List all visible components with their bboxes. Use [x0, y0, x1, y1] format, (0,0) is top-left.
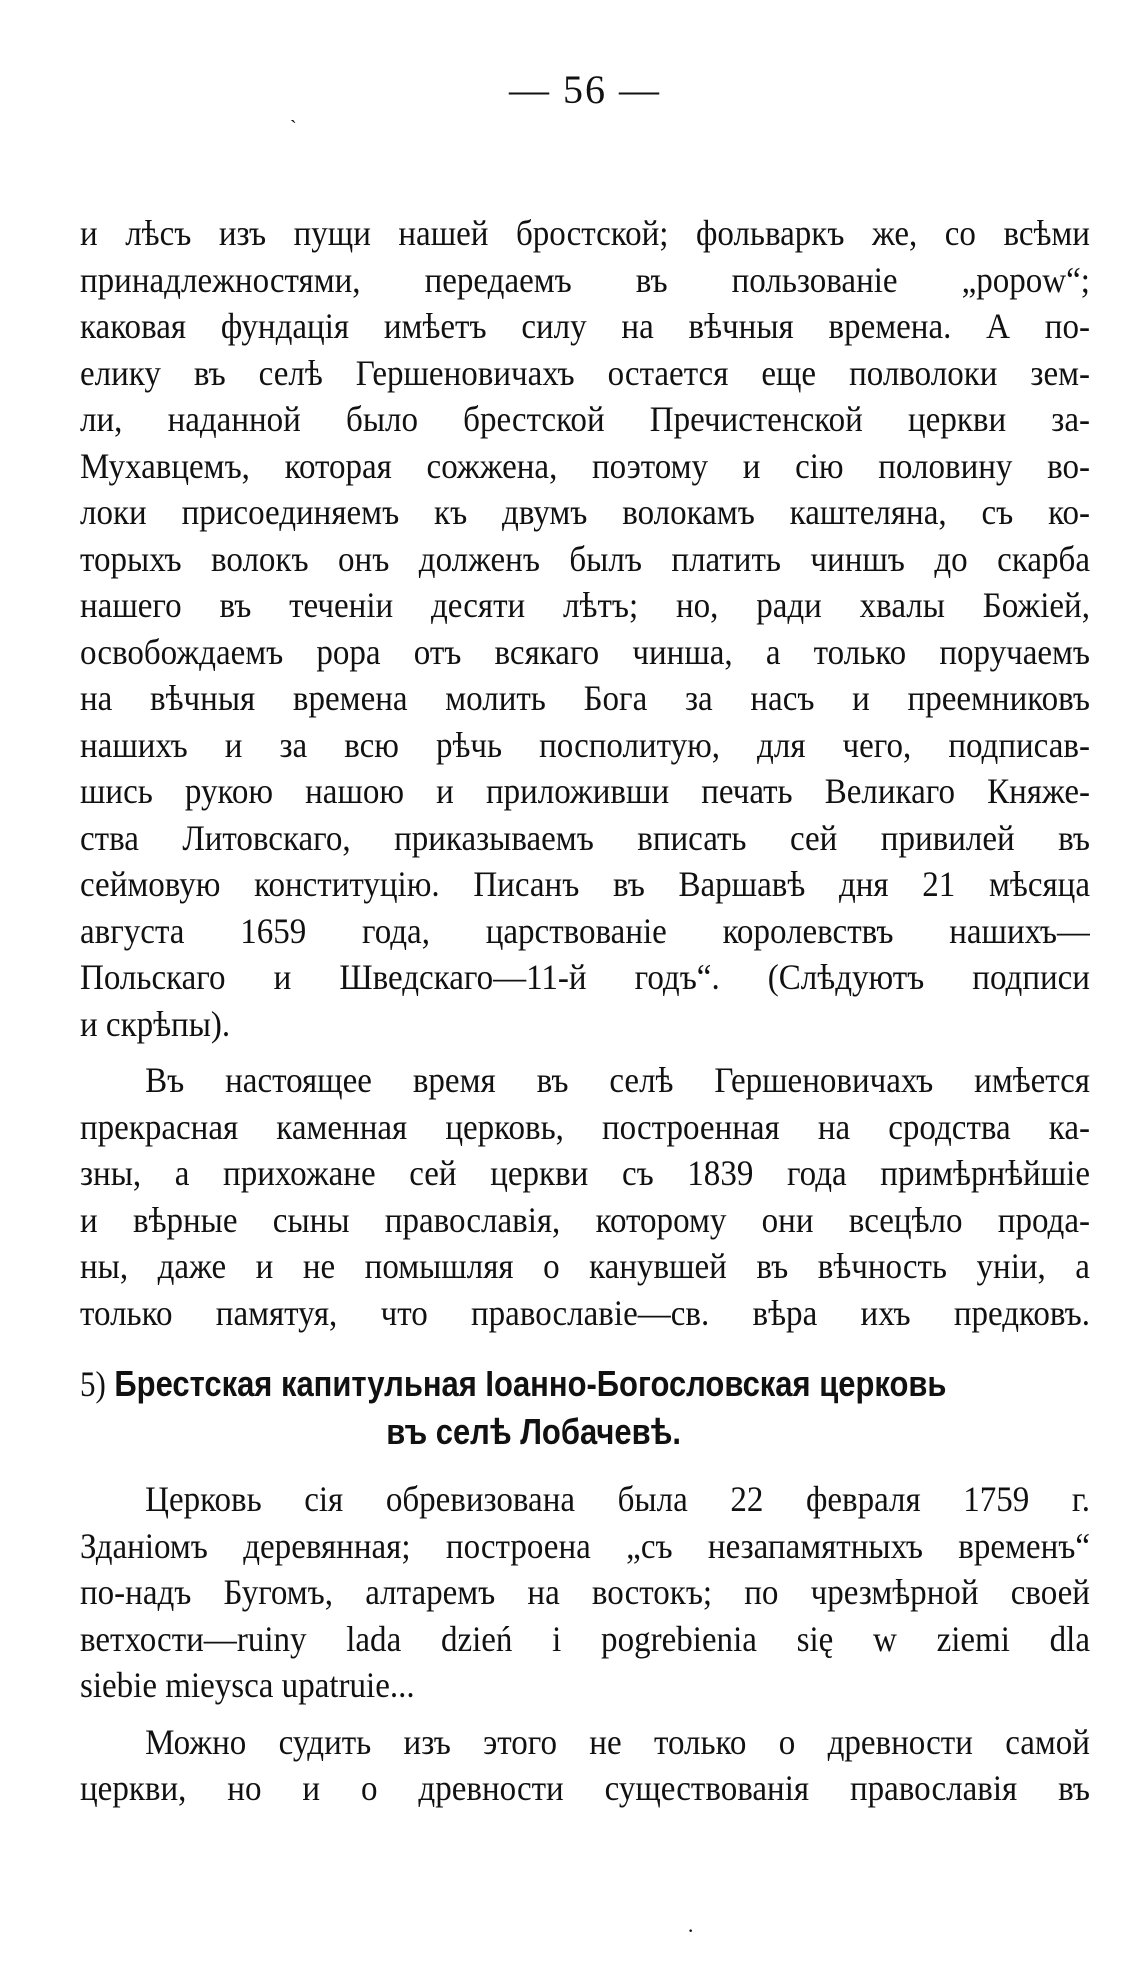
- text-line: Зданіомъ деревянная; построена „съ незапамятныхъ временъ“: [80, 1525, 1090, 1566]
- text-line: ли, наданной было брестской Пречистенской церкви за-: [80, 399, 1090, 439]
- stray-mark: ˋ: [290, 117, 297, 139]
- text-line: Церковь сія обревизована была 22 февраля 1759 г.: [145, 1479, 1090, 1519]
- text-line: принадлежностями, передаемъ въ пользованіе „popow“;: [80, 259, 1090, 300]
- text-line: и скрѣпы).: [80, 1003, 231, 1044]
- text-line: и лѣсъ изъ пущи нашей бростской; фольваркъ же, со всѣми: [80, 213, 1090, 253]
- paragraph-charter-text: [80, 210, 1090, 1047]
- page-number: — 56 —: [509, 67, 661, 112]
- text-line: на вѣчныя времена молить Бога за насъ и преемниковъ: [80, 678, 1090, 718]
- heading-title: Брестская капитульная Іоанно-Богословская церковь: [114, 1363, 947, 1404]
- stray-dot: ·: [687, 1918, 695, 1943]
- page: [80, 60, 1090, 1812]
- text-line: только памятуя, что православіе—св. вѣра ихъ предковъ.: [80, 1292, 1090, 1333]
- text-line: торыхъ волокъ онъ долженъ былъ платить чиншъ до скарба: [80, 538, 1090, 579]
- text-line: шись рукою нашою и приложивши печать Великаго Княже-: [80, 771, 1090, 811]
- section-heading: [80, 1360, 1091, 1456]
- text-line: августа 1659 года, царствованіе королевствъ нашихъ—: [80, 910, 1090, 951]
- text-line: елику въ селѣ Гершеновичахъ остается еще полволоки зем-: [80, 352, 1090, 393]
- text-line: по-надъ Бугомъ, алтаремъ на востокъ; по чрезмѣрной своей: [80, 1572, 1090, 1612]
- text-line: Въ настоящее время въ селѣ Гершеновичахъ имѣется: [145, 1060, 1090, 1100]
- text-line: нашего въ теченіи десяти лѣтъ; но, ради хвалы Божіей,: [80, 585, 1090, 625]
- text-line: Мухавцемъ, которая сожжена, поэтому и сію половину во-: [80, 445, 1090, 486]
- text-line: Польскаго и Шведскаго—11-й годъ“. (Слѣдуютъ подписи: [80, 957, 1090, 997]
- text-line: локи присоединяемъ къ двумъ волокамъ каштеляна, съ ко-: [80, 492, 1090, 532]
- section-number: 5): [80, 1364, 106, 1404]
- text-line: каковая фундація имѣетъ силу на вѣчныя времена. А по-: [80, 306, 1090, 346]
- text-line: siebie mieysca upatruie...: [80, 1665, 415, 1705]
- heading-line-2: въ селѣ Лобачевѣ.: [386, 1411, 681, 1452]
- text-line: и вѣрные сыны православія, которому они всецѣло прода-: [80, 1199, 1090, 1240]
- text-line: ветхости—ruiny lada dzień i pogrebienia się w ziemi dla: [80, 1618, 1090, 1659]
- paragraph-revision: [80, 1476, 1090, 1709]
- text-line: прекрасная каменная церковь, построенная на сродства ка-: [80, 1106, 1090, 1147]
- text-line: сеймовую конституцію. Писанъ въ Варшавѣ дня 21 мѣсяца: [80, 864, 1090, 904]
- text-line: зны, а прихожане сей церкви съ 1839 года примѣрнѣйшіе: [80, 1153, 1090, 1193]
- paragraph-present-church: [80, 1057, 1090, 1336]
- text-line: Можно судить изъ этого не только о древности самой: [145, 1721, 1090, 1762]
- text-line: освобождаемъ popa отъ всякаго чинша, а только поручаемъ: [80, 631, 1090, 672]
- text-line: ства Литовскаго, приказываемъ вписать сей привилей въ: [80, 817, 1090, 858]
- text-line: ны, даже и не помышляя о канувшей въ вѣчность уніи, а: [80, 1246, 1090, 1286]
- text-line: церкви, но и о древности существованія православія въ: [80, 1768, 1090, 1808]
- heading-line-1: [80, 1360, 1091, 1408]
- text-line: нашихъ и за всю рѣчь посполитую, для чего, подписав-: [80, 724, 1090, 765]
- paragraph-antiquity: [80, 1719, 1090, 1812]
